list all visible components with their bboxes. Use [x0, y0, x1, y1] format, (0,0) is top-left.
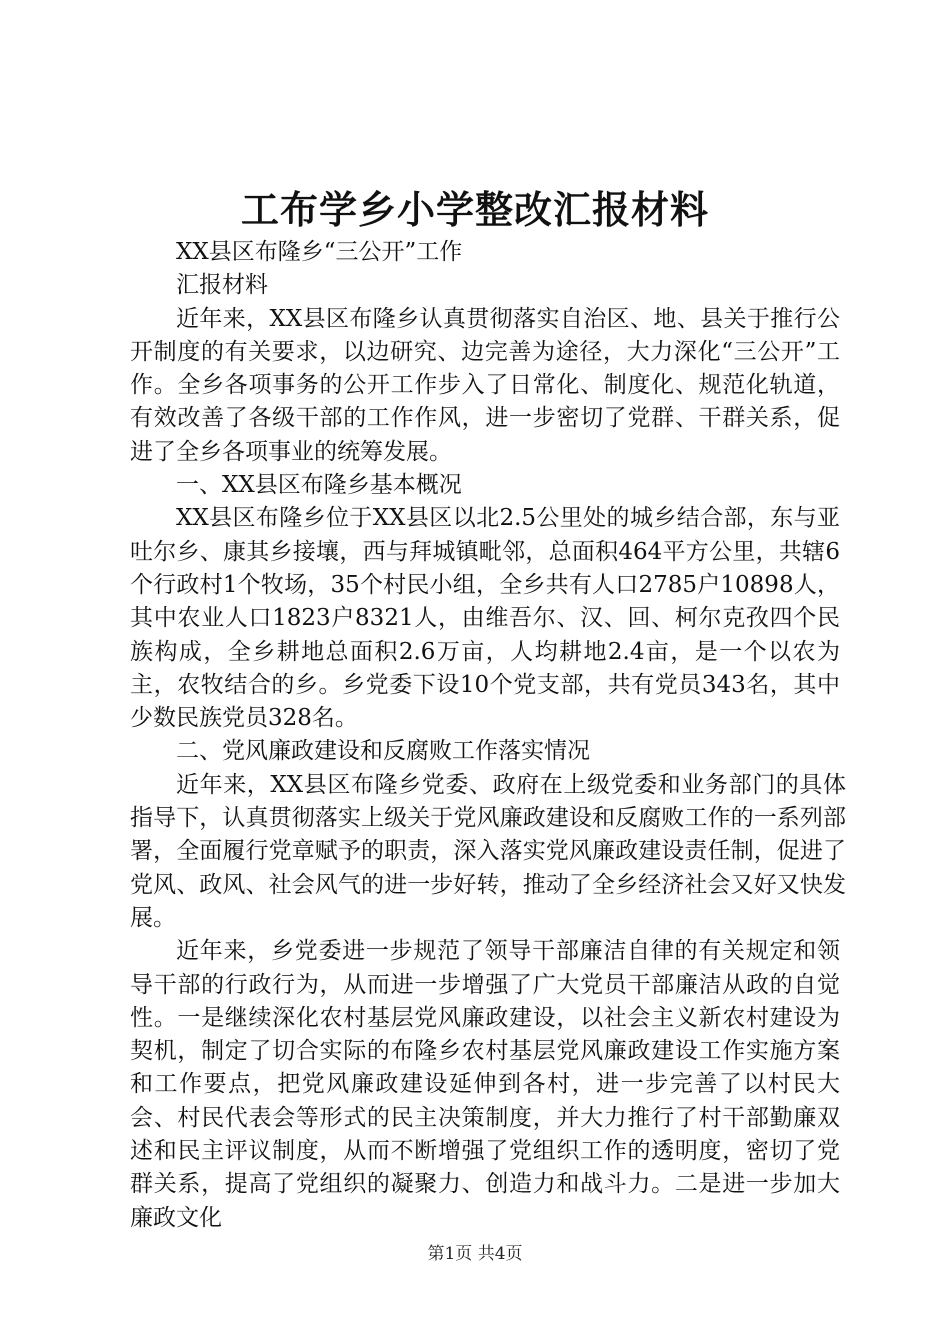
page-number-footer: 第1页 共4页 — [427, 1244, 523, 1264]
overview-paragraph: XX县区布隆乡位于XX县区以北2.5公里处的城乡结合部，东与亚吐尔乡、康其乡接壤，西与拜城镇毗邻，总面积464平方公里，共辖6个行政村1个牧场，35个村民小组，全乡共有人口2785户10898人，其中农业人口1823户8321人，由维吾尔、汉、回、柯尔克孜四个民族构成，全乡耕地总面积2.6万亩，人均耕地2.4亩，是一个以农为主，农牧结合的乡。乡党委下设10个党支部，共有党员343名，其中少数民族党员328名。 — [130, 505, 840, 732]
document-title: 工布学乡小学整改汇报材料 — [240, 187, 709, 232]
document-body — [130, 236, 846, 1235]
section-heading-1: 一、XX县区布隆乡基本概况 — [176, 472, 462, 499]
measures-paragraph: 近年来，乡党委进一步规范了领导干部廉洁自律的有关规定和领导干部的行政行为，从而进一步增强了广大党员干部廉洁从政的自觉性。一是继续深化农村基层党风廉政建设，以社会主义新农村建设为契机，制定了切合实际的布隆乡农村基层党风廉政建设工作实施方案和工作要点，把党风廉政建设延伸到各村，进一步完善了以村民大会、村民代表会等形式的民主决策制度，并大力推行了村干部勤廉双述和民主评议制度，从而不断增强了党组织工作的透明度，密切了党群关系，提高了党组织的凝聚力、创造力和战斗力。二是进一步加大廉政文化 — [130, 938, 840, 1231]
subtitle-line-2: 汇报材料 — [176, 272, 268, 299]
section-heading-2: 二、党风廉政建设和反腐败工作落实情况 — [176, 738, 590, 765]
implementation-paragraph: 近年来，XX县区布隆乡党委、政府在上级党委和业务部门的具体指导下，认真贯彻落实上级关于党风廉政建设和反腐败工作的一系列部署，全面履行党章赋予的职责，深入落实党风廉政建设责任制，促进了党风、政风、社会风气的进一步好转，推动了全乡经济社会又好又快发展。 — [130, 771, 846, 931]
subtitle-line-1: XX县区布隆乡“三公开”工作 — [176, 239, 463, 265]
intro-paragraph: 近年来，XX县区布隆乡认真贯彻落实自治区、地、县关于推行公开制度的有关要求，以边研究、边完善为途径，大力深化“三公开”工作。全乡各项事务的公开工作步入了日常化、制度化、规范化轨道，有效改善了各级干部的工作作风，进一步密切了党群、干群关系，促进了全乡各项事业的统筹发展。 — [130, 305, 840, 465]
